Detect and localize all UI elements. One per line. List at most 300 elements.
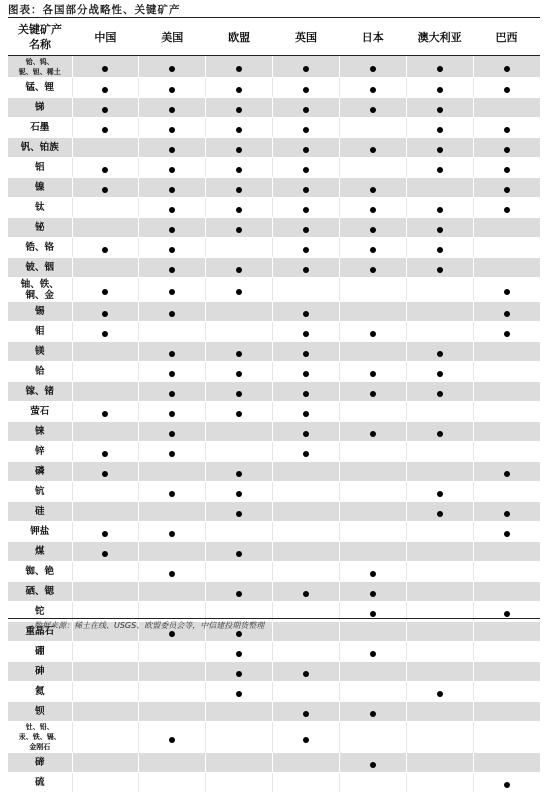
mineral-name-line: 铪、钨、 — [25, 57, 54, 66]
critical-mineral-dot-icon — [102, 187, 108, 193]
country-cell — [206, 56, 273, 78]
critical-mineral-dot-icon — [370, 147, 376, 153]
country-cell — [273, 98, 340, 118]
critical-mineral-dot-icon — [102, 531, 108, 537]
critical-mineral-dot-icon — [102, 107, 108, 113]
mineral-name-cell — [8, 138, 72, 158]
figure-title: 图表：各国部分战略性、关键矿产 — [8, 4, 181, 16]
country-cell — [72, 342, 139, 362]
country-cell — [406, 198, 473, 218]
mineral-name-line: 铍、铟 — [25, 262, 54, 273]
critical-mineral-dot-icon — [102, 127, 108, 133]
critical-mineral-dot-icon — [504, 311, 510, 317]
critical-mineral-dot-icon — [303, 267, 309, 273]
critical-mineral-dot-icon — [437, 207, 443, 213]
mineral-name-cell — [8, 218, 72, 238]
critical-mineral-dot-icon — [303, 351, 309, 357]
critical-mineral-dot-icon — [437, 227, 443, 233]
country-cell — [72, 138, 139, 158]
critical-mineral-dot-icon — [303, 737, 309, 743]
critical-mineral-dot-icon — [437, 267, 443, 273]
critical-mineral-dot-icon — [169, 571, 175, 577]
country-cell — [273, 302, 340, 322]
country-cell — [139, 642, 206, 662]
country-cell — [139, 753, 206, 773]
country-cell — [406, 502, 473, 522]
country-cell — [473, 402, 540, 422]
table-row — [8, 773, 540, 793]
critical-mineral-dot-icon — [102, 311, 108, 317]
country-cell — [473, 502, 540, 522]
country-cell — [273, 753, 340, 773]
country-cell — [139, 502, 206, 522]
country-cell — [406, 98, 473, 118]
table-body — [8, 56, 540, 793]
table-row — [8, 198, 540, 218]
critical-mineral-dot-icon — [504, 87, 510, 93]
country-cell — [473, 198, 540, 218]
country-cell — [406, 218, 473, 238]
country-cell — [139, 522, 206, 542]
country-cell — [339, 382, 406, 402]
country-cell — [139, 362, 206, 382]
country-cell — [473, 56, 540, 78]
critical-mineral-dot-icon — [236, 167, 242, 173]
country-cell — [339, 562, 406, 582]
country-cell — [473, 482, 540, 502]
country-cell — [339, 158, 406, 178]
critical-mineral-dot-icon — [236, 267, 242, 273]
header-mineral-name-line-2: 名称 — [29, 38, 51, 51]
country-cell — [406, 402, 473, 422]
critical-mineral-dot-icon — [370, 711, 376, 717]
header-mineral-name-line-1: 关键矿产 — [18, 23, 62, 36]
critical-mineral-dot-icon — [169, 311, 175, 317]
country-cell — [273, 422, 340, 442]
critical-mineral-dot-icon — [236, 289, 242, 295]
table-row — [8, 753, 540, 773]
mineral-name-line: 汞、铁、镉、 — [18, 733, 61, 741]
country-cell — [72, 218, 139, 238]
country-cell — [72, 56, 139, 78]
country-cell — [139, 682, 206, 702]
country-cell — [473, 753, 540, 773]
country-cell — [206, 522, 273, 542]
table-row — [8, 402, 540, 422]
critical-mineral-dot-icon — [236, 351, 242, 357]
country-cell — [473, 682, 540, 702]
country-cell — [72, 302, 139, 322]
critical-mineral-dot-icon — [102, 289, 108, 295]
country-cell — [273, 198, 340, 218]
country-cell — [139, 278, 206, 302]
mineral-name-line: 钼 — [34, 326, 45, 337]
critical-mineral-dot-icon — [169, 107, 175, 113]
critical-mineral-dot-icon — [303, 167, 309, 173]
critical-mineral-dot-icon — [303, 331, 309, 337]
critical-mineral-dot-icon — [370, 762, 376, 768]
country-cell — [72, 682, 139, 702]
table-row — [8, 422, 540, 442]
country-cell — [72, 582, 139, 602]
critical-mineral-dot-icon — [169, 431, 175, 437]
country-cell — [273, 178, 340, 198]
mineral-name-cell — [8, 562, 72, 582]
country-cell — [273, 442, 340, 462]
country-cell — [72, 662, 139, 682]
critical-mineral-dot-icon — [303, 247, 309, 253]
table-row — [8, 582, 540, 602]
table-row — [8, 462, 540, 482]
country-cell — [273, 462, 340, 482]
country-cell — [206, 382, 273, 402]
critical-mineral-dot-icon — [437, 691, 443, 697]
mineral-name-cell — [8, 278, 72, 302]
country-cell — [72, 522, 139, 542]
country-cell — [473, 278, 540, 302]
critical-mineral-dot-icon — [437, 66, 443, 72]
country-cell — [206, 138, 273, 158]
country-cell — [339, 322, 406, 342]
country-cell — [273, 722, 340, 753]
country-cell — [339, 218, 406, 238]
country-cell — [72, 422, 139, 442]
mineral-name-line: 铌、钽、稀土 — [18, 67, 61, 76]
minerals-table — [8, 19, 540, 793]
mineral-name-cell — [8, 702, 72, 722]
country-cell — [72, 98, 139, 118]
country-cell — [206, 422, 273, 442]
mineral-name-line: 铝 — [34, 162, 45, 173]
mineral-name-cell — [8, 98, 72, 118]
table-row — [8, 642, 540, 662]
country-cell — [139, 258, 206, 278]
mineral-name-cell — [8, 442, 72, 462]
mineral-name-line: 铜、金 — [25, 289, 54, 301]
critical-mineral-dot-icon — [504, 147, 510, 153]
table-row — [8, 218, 540, 238]
mineral-name-line: 萤石 — [30, 406, 50, 417]
country-cell — [139, 118, 206, 138]
country-cell — [139, 138, 206, 158]
mineral-name-cell — [8, 422, 72, 442]
country-cell — [473, 322, 540, 342]
critical-mineral-dot-icon — [303, 711, 309, 717]
mineral-name-line: 钍、铅、 — [25, 723, 54, 731]
country-cell — [72, 258, 139, 278]
critical-mineral-dot-icon — [236, 66, 242, 72]
country-cell — [139, 322, 206, 342]
country-cell — [473, 98, 540, 118]
country-cell — [406, 622, 473, 642]
critical-mineral-dot-icon — [437, 351, 443, 357]
mineral-name-line: 砷 — [34, 666, 45, 677]
critical-mineral-dot-icon — [437, 167, 443, 173]
header-country: 欧盟 — [206, 19, 273, 56]
critical-mineral-dot-icon — [236, 551, 242, 557]
critical-mineral-dot-icon — [370, 431, 376, 437]
critical-mineral-dot-icon — [370, 371, 376, 377]
country-cell — [406, 722, 473, 753]
country-cell — [473, 642, 540, 662]
critical-mineral-dot-icon — [169, 207, 175, 213]
critical-mineral-dot-icon — [303, 671, 309, 677]
country-cell — [139, 342, 206, 362]
country-cell — [72, 462, 139, 482]
country-cell — [406, 422, 473, 442]
table-row — [8, 382, 540, 402]
critical-mineral-dot-icon — [504, 66, 510, 72]
critical-mineral-dot-icon — [236, 591, 242, 597]
country-cell — [273, 702, 340, 722]
critical-mineral-dot-icon — [504, 187, 510, 193]
country-cell — [339, 462, 406, 482]
critical-mineral-dot-icon — [437, 511, 443, 517]
country-cell — [339, 118, 406, 138]
country-cell — [473, 258, 540, 278]
mineral-name-cell — [8, 382, 72, 402]
critical-mineral-dot-icon — [102, 167, 108, 173]
country-cell — [339, 773, 406, 793]
country-cell — [206, 322, 273, 342]
country-cell — [273, 118, 340, 138]
country-cell — [406, 158, 473, 178]
country-cell — [473, 118, 540, 138]
header-country: 日本 — [339, 19, 406, 56]
mineral-name-line: 锰、锂 — [25, 82, 54, 93]
country-cell — [473, 238, 540, 258]
country-cell — [206, 218, 273, 238]
critical-mineral-dot-icon — [169, 737, 175, 743]
mineral-name-cell — [8, 78, 72, 98]
critical-mineral-dot-icon — [102, 451, 108, 457]
table-row — [8, 238, 540, 258]
country-cell — [72, 502, 139, 522]
mineral-name-line: 钛 — [34, 202, 45, 213]
country-cell — [406, 382, 473, 402]
country-cell — [206, 178, 273, 198]
mineral-name-line: 煤 — [34, 546, 45, 557]
country-cell — [139, 722, 206, 753]
critical-mineral-dot-icon — [437, 247, 443, 253]
critical-mineral-dot-icon — [169, 631, 175, 637]
critical-mineral-dot-icon — [370, 611, 376, 617]
country-cell — [473, 158, 540, 178]
country-cell — [273, 542, 340, 562]
country-cell — [72, 382, 139, 402]
country-cell — [139, 198, 206, 218]
critical-mineral-dot-icon — [236, 207, 242, 213]
country-cell — [206, 278, 273, 302]
critical-mineral-dot-icon — [504, 511, 510, 517]
country-cell — [139, 158, 206, 178]
country-cell — [72, 118, 139, 138]
mineral-name-cell — [8, 753, 72, 773]
critical-mineral-dot-icon — [370, 66, 376, 72]
critical-mineral-dot-icon — [504, 289, 510, 295]
country-cell — [273, 482, 340, 502]
mineral-name-cell — [8, 642, 72, 662]
header-row — [8, 19, 540, 56]
country-cell — [406, 302, 473, 322]
country-cell — [273, 662, 340, 682]
critical-mineral-dot-icon — [303, 87, 309, 93]
country-cell — [339, 362, 406, 382]
critical-mineral-dot-icon — [236, 511, 242, 517]
country-cell — [206, 753, 273, 773]
table-row — [8, 258, 540, 278]
country-cell — [72, 178, 139, 198]
country-cell — [339, 342, 406, 362]
country-cell — [206, 258, 273, 278]
mineral-name-line: 钾盐 — [30, 526, 50, 537]
country-cell — [473, 522, 540, 542]
critical-mineral-dot-icon — [303, 187, 309, 193]
critical-mineral-dot-icon — [169, 167, 175, 173]
critical-mineral-dot-icon — [504, 331, 510, 337]
country-cell — [72, 158, 139, 178]
country-cell — [72, 482, 139, 502]
country-cell — [139, 773, 206, 793]
country-cell — [139, 562, 206, 582]
country-cell — [139, 382, 206, 402]
mineral-name-cell — [8, 322, 72, 342]
mineral-name-cell — [8, 238, 72, 258]
country-cell — [72, 362, 139, 382]
table-row — [8, 682, 540, 702]
mineral-name-cell — [8, 582, 72, 602]
critical-mineral-dot-icon — [303, 147, 309, 153]
country-cell — [473, 362, 540, 382]
country-cell — [406, 278, 473, 302]
country-cell — [206, 502, 273, 522]
table-row — [8, 278, 540, 302]
mineral-name-line: 金刚石 — [29, 743, 51, 751]
country-cell — [206, 362, 273, 382]
country-cell — [139, 98, 206, 118]
critical-mineral-dot-icon — [303, 311, 309, 317]
country-cell — [473, 662, 540, 682]
country-cell — [473, 78, 540, 98]
country-cell — [72, 402, 139, 422]
critical-mineral-dot-icon — [236, 127, 242, 133]
mineral-name-line: 铪 — [34, 366, 45, 377]
country-cell — [339, 238, 406, 258]
table-row — [8, 562, 540, 582]
country-cell — [273, 362, 340, 382]
critical-mineral-dot-icon — [102, 411, 108, 417]
table-row — [8, 138, 540, 158]
country-cell — [406, 78, 473, 98]
critical-mineral-dot-icon — [169, 451, 175, 457]
country-cell — [139, 78, 206, 98]
critical-mineral-dot-icon — [236, 87, 242, 93]
critical-mineral-dot-icon — [102, 331, 108, 337]
critical-mineral-dot-icon — [236, 631, 242, 637]
country-cell — [473, 462, 540, 482]
country-cell — [339, 582, 406, 602]
country-cell — [139, 178, 206, 198]
country-cell — [273, 78, 340, 98]
country-cell — [473, 382, 540, 402]
critical-mineral-dot-icon — [169, 289, 175, 295]
critical-mineral-dot-icon — [370, 227, 376, 233]
header-country: 美国 — [139, 19, 206, 56]
country-cell — [72, 78, 139, 98]
country-cell — [273, 682, 340, 702]
country-cell — [339, 56, 406, 78]
country-cell — [339, 682, 406, 702]
mineral-name-line: 硅 — [34, 506, 45, 517]
critical-mineral-dot-icon — [102, 87, 108, 93]
mineral-name-cell — [8, 402, 72, 422]
header-country: 巴西 — [473, 19, 540, 56]
country-cell — [473, 342, 540, 362]
country-cell — [139, 662, 206, 682]
country-cell — [406, 362, 473, 382]
country-cell — [406, 342, 473, 362]
table-row — [8, 542, 540, 562]
country-cell — [406, 582, 473, 602]
mineral-name-cell — [8, 362, 72, 382]
country-cell — [206, 582, 273, 602]
country-cell — [406, 753, 473, 773]
country-cell — [339, 753, 406, 773]
country-cell — [206, 78, 273, 98]
country-cell — [273, 522, 340, 542]
critical-mineral-dot-icon — [169, 87, 175, 93]
critical-mineral-dot-icon — [370, 391, 376, 397]
country-cell — [206, 773, 273, 793]
mineral-name-line: 硫 — [34, 777, 45, 788]
critical-mineral-dot-icon — [370, 87, 376, 93]
critical-mineral-dot-icon — [169, 247, 175, 253]
table-row — [8, 118, 540, 138]
country-cell — [406, 138, 473, 158]
country-cell — [72, 722, 139, 753]
country-cell — [339, 278, 406, 302]
mineral-name-line: 铋 — [34, 222, 45, 233]
critical-mineral-dot-icon — [370, 267, 376, 273]
country-cell — [473, 702, 540, 722]
country-cell — [273, 258, 340, 278]
critical-mineral-dot-icon — [236, 651, 242, 657]
mineral-name-line: 锡 — [34, 306, 45, 317]
country-cell — [139, 462, 206, 482]
mineral-name-line: 钪 — [34, 486, 45, 497]
country-cell — [139, 702, 206, 722]
country-cell — [406, 773, 473, 793]
mineral-name-line: 锌 — [34, 446, 45, 457]
country-cell — [339, 178, 406, 198]
mineral-name-line: 镓、锗 — [25, 386, 54, 397]
critical-mineral-dot-icon — [169, 227, 175, 233]
country-cell — [139, 442, 206, 462]
country-cell — [339, 138, 406, 158]
table-row — [8, 302, 540, 322]
country-cell — [206, 542, 273, 562]
critical-mineral-dot-icon — [437, 147, 443, 153]
critical-mineral-dot-icon — [303, 411, 309, 417]
country-cell — [139, 402, 206, 422]
country-cell — [473, 422, 540, 442]
country-cell — [339, 622, 406, 642]
critical-mineral-dot-icon — [303, 451, 309, 457]
country-cell — [339, 722, 406, 753]
table-row — [8, 502, 540, 522]
critical-mineral-dot-icon — [236, 187, 242, 193]
critical-mineral-dot-icon — [370, 107, 376, 113]
